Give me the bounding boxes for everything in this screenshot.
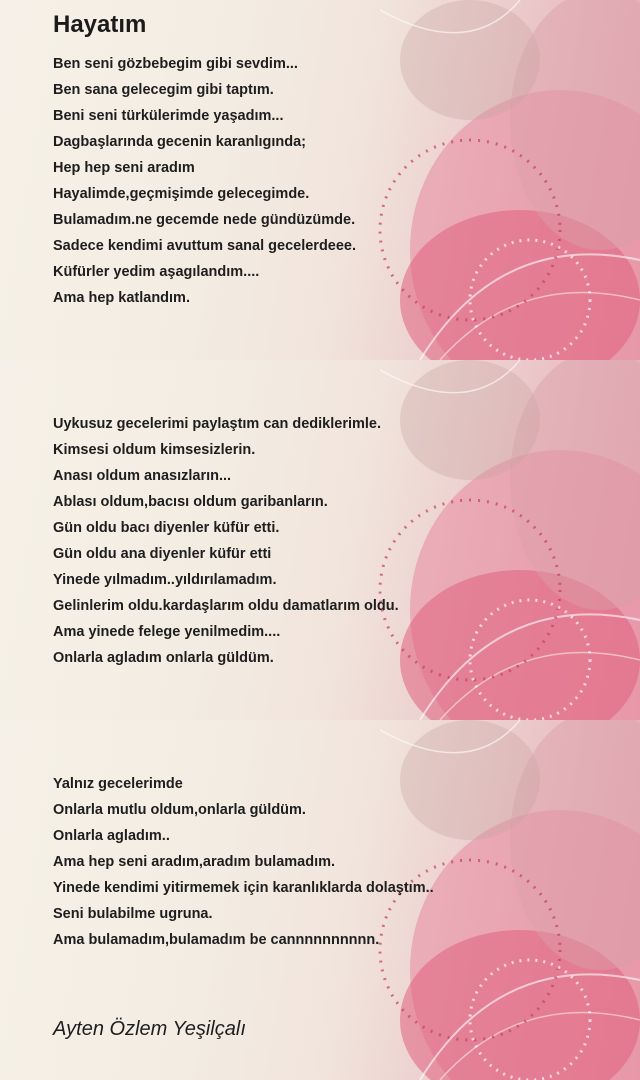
poem-title: Hayatım xyxy=(53,11,147,38)
poem-panel-3 xyxy=(0,720,640,1080)
poem-line: Hep hep seni aradım xyxy=(53,160,195,176)
poem-line: Gün oldu bacı diyenler küfür etti. xyxy=(53,520,280,536)
poem-line: Beni seni türkülerimde yaşadım... xyxy=(53,108,284,124)
poem-line: Ben seni gözbebegim gibi sevdim... xyxy=(53,56,298,72)
poem-line: Onlarla agladım.. xyxy=(53,828,170,844)
poem-line: Seni bulabilme ugruna. xyxy=(53,906,213,922)
poem-line: Yinede kendimi yitirmemek için karanlıklarda dolaştım.. xyxy=(53,880,434,896)
poem-line: Ama hep katlandım. xyxy=(53,290,190,306)
poem-line: Küfürler yedim aşagılandım.... xyxy=(53,264,260,280)
stanza-2 xyxy=(53,411,399,671)
poem-line: Kimsesi oldum kimsesizlerin. xyxy=(53,442,256,458)
poem-line: Dagbaşlarında gecenin karanlıgında; xyxy=(53,134,307,150)
poem-line: Yinede yılmadım..yıldırılamadım. xyxy=(53,572,277,588)
poem-line: Bulamadım.ne gecemde nede gündüzümde. xyxy=(53,212,356,228)
poem-line: Ama yinede felege yenilmedim.... xyxy=(53,624,281,640)
poem-line: Ama bulamadım,bulamadım be cannnnnnnnnn. xyxy=(53,932,380,948)
poem-line: Anası oldum anasızların... xyxy=(53,468,232,484)
poem-line: Yalnız gecelerimde xyxy=(53,776,183,792)
poem-line: Sadece kendimi avuttum sanal gecelerdeee. xyxy=(53,238,357,254)
poem-author: Ayten Özlem Yeşilçalı xyxy=(53,1018,246,1040)
poem-line: Onlarla agladım onlarla güldüm. xyxy=(53,650,274,666)
poem-line: Ben sana gelecegim gibi taptım. xyxy=(53,82,274,98)
stanza-1 xyxy=(53,51,356,311)
poem-line: Gün oldu ana diyenler küfür etti xyxy=(53,546,272,562)
stanza-3 xyxy=(53,771,434,953)
poem-line: Ama hep seni aradım,aradım bulamadım. xyxy=(53,854,336,870)
poem-line: Gelinlerim oldu.kardaşlarım oldu damatlarım oldu. xyxy=(53,598,399,614)
poem-line: Hayalimde,geçmişimde gelecegimde. xyxy=(53,186,310,202)
poem-panel-2 xyxy=(0,360,640,720)
poem-line: Uykusuz gecelerimi paylaştım can dediklerimle. xyxy=(53,416,382,432)
poem-line: Ablası oldum,bacısı oldum garibanların. xyxy=(53,494,328,510)
poem-panel-1 xyxy=(0,0,640,360)
poem-line: Onlarla mutlu oldum,onlarla güldüm. xyxy=(53,802,306,818)
